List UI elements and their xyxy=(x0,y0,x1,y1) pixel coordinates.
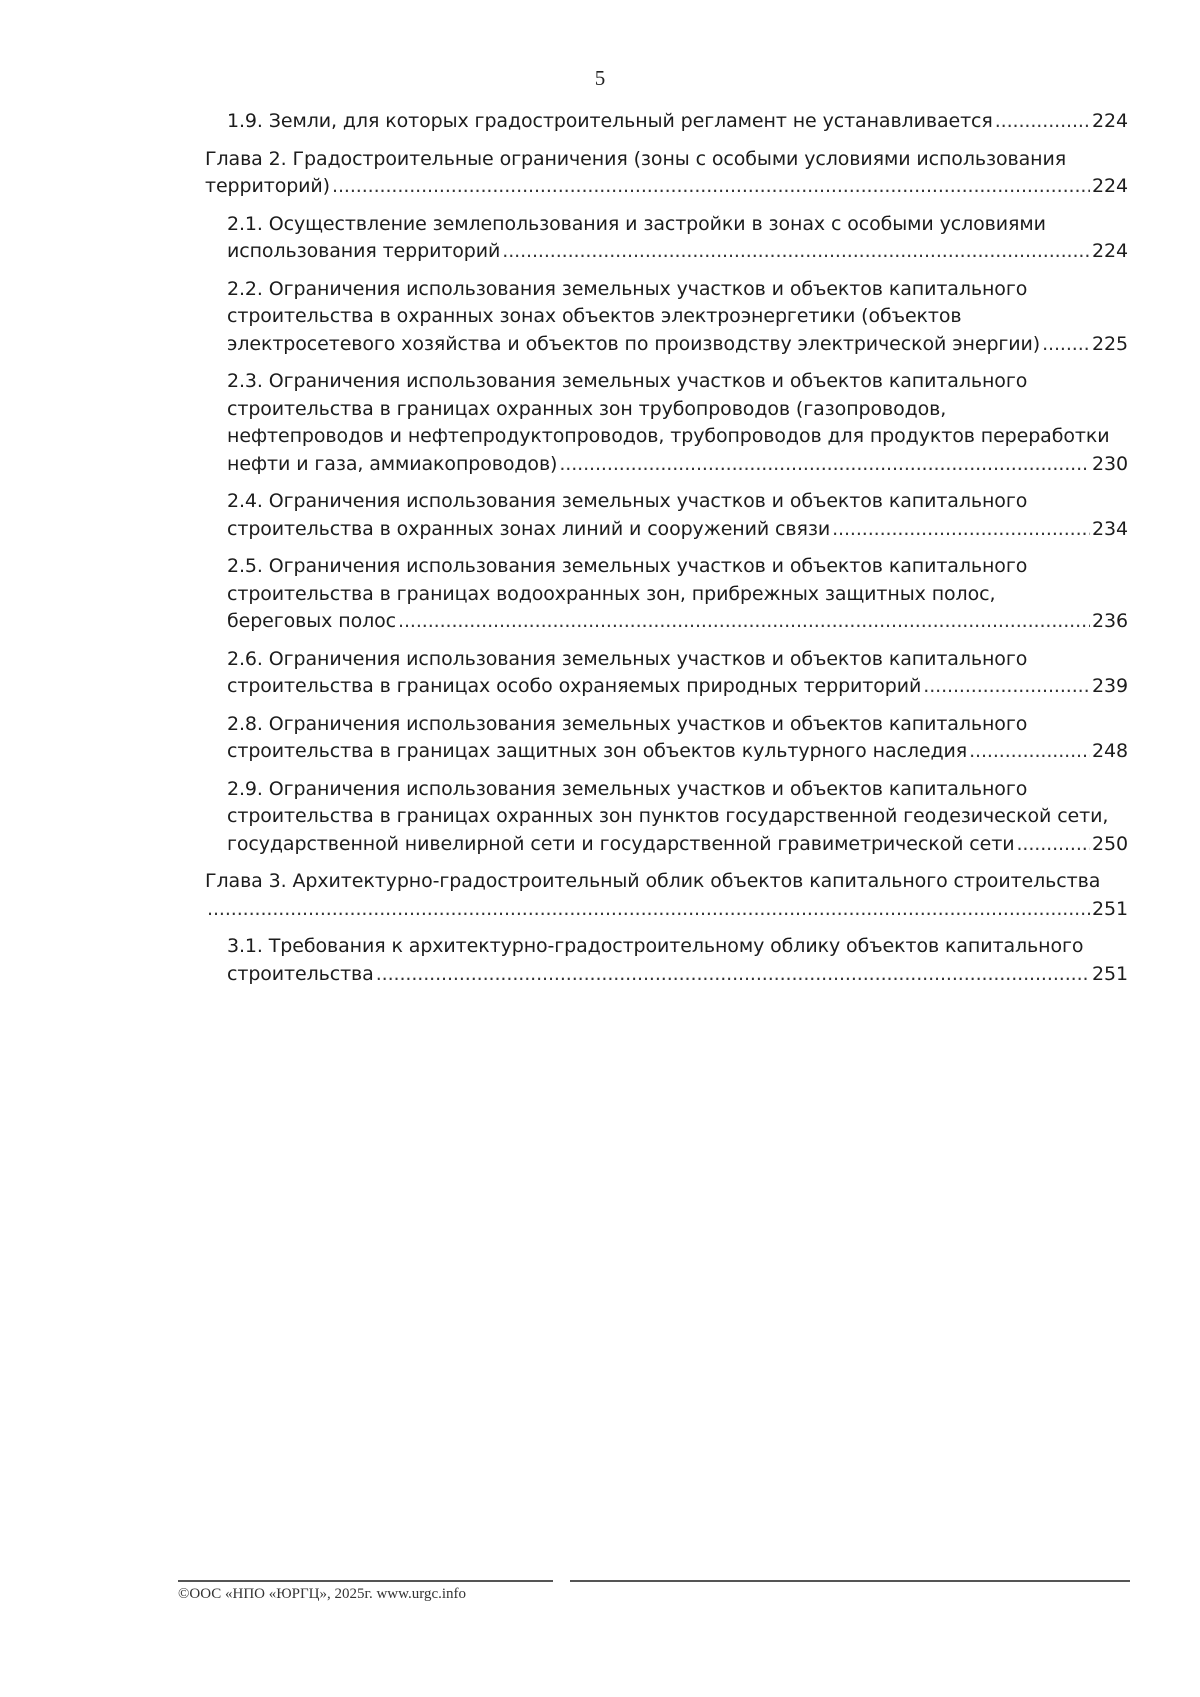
toc-entry-text: территорий) xyxy=(205,175,330,197)
toc-line xyxy=(227,238,1128,266)
toc-line xyxy=(227,368,1128,396)
dot-leader xyxy=(207,896,1090,924)
toc-line xyxy=(227,646,1128,674)
toc-line xyxy=(227,711,1128,739)
toc-line xyxy=(227,396,1128,424)
toc-entry-text: Глава 3. Архитектурно-градостроительный облик объектов капитального строительства xyxy=(205,870,1101,892)
toc-line xyxy=(205,896,1128,924)
dot-leader xyxy=(502,238,1090,266)
toc-entry-text: строительства в границах водоохранных зон, прибрежных защитных полос, xyxy=(227,582,996,605)
toc-entry-text: 2.9. Ограничения использования земельных участков и объектов капитального xyxy=(227,777,1028,800)
toc-entry-text: 2.8. Ограничения использования земельных участков и объектов капитального xyxy=(227,712,1028,735)
toc-line xyxy=(227,673,1128,701)
toc-entry-text: строительства в границах особо охраняемых природных территорий xyxy=(227,675,922,697)
toc-entry-text: береговых полос xyxy=(227,610,397,632)
toc-entry xyxy=(205,933,1128,988)
toc-page-number: 239 xyxy=(1092,675,1128,697)
toc-page-number: 224 xyxy=(1092,175,1128,197)
toc-line xyxy=(227,803,1128,831)
toc-entry-text: строительства в охранных зонах линий и сооружений связи xyxy=(227,517,831,540)
toc-line xyxy=(227,738,1128,766)
table-of-contents xyxy=(205,108,1128,998)
toc-line xyxy=(227,581,1128,609)
toc-entry xyxy=(205,488,1128,543)
toc-entry xyxy=(205,368,1128,478)
toc-line xyxy=(227,608,1128,636)
toc-entry xyxy=(205,776,1128,859)
dot-leader xyxy=(995,108,1090,136)
toc-line xyxy=(205,173,1128,201)
toc-page-number: 250 xyxy=(1092,832,1128,855)
toc-entry-text: 2.5. Ограничения использования земельных участков и объектов капитального xyxy=(227,555,1028,577)
dot-leader xyxy=(1016,831,1090,859)
toc-line xyxy=(227,516,1128,544)
toc-page-number: 251 xyxy=(1092,897,1128,920)
toc-entry-text: государственной нивелирной сети и государственной гравиметрической сети xyxy=(227,832,1015,855)
toc-page-number: 225 xyxy=(1092,332,1128,355)
toc-line xyxy=(205,868,1128,896)
toc-page-number: 251 xyxy=(1092,962,1128,985)
dot-leader xyxy=(923,673,1090,701)
toc-line xyxy=(227,451,1128,479)
toc-page-number: 224 xyxy=(1092,240,1128,262)
dot-leader xyxy=(969,738,1090,766)
toc-entry-text: строительства в границах защитных зон объектов культурного наследия xyxy=(227,740,968,762)
toc-page-number: 230 xyxy=(1092,452,1128,475)
toc-entry xyxy=(205,108,1128,136)
footer-copyright: ©ООС «НПО «ЮРГЦ», 2025г. www.urgc.info xyxy=(178,1586,467,1602)
toc-entry-text: 2.2. Ограничения использования земельных участков и объектов капитального xyxy=(227,277,1028,300)
toc-entry-text: Глава 2. Градостроительные ограничения (зоны с особыми условиями использования xyxy=(205,147,1067,170)
toc-line xyxy=(227,776,1128,804)
toc-line xyxy=(227,933,1128,961)
toc-entry xyxy=(205,553,1128,636)
toc-page-number: 248 xyxy=(1092,740,1128,762)
toc-entry xyxy=(205,276,1128,359)
toc-entry xyxy=(205,146,1128,201)
toc-entry-text: 2.3. Ограничения использования земельных участков и объектов капитального xyxy=(227,370,1028,392)
toc-entry xyxy=(205,646,1128,701)
toc-line xyxy=(227,488,1128,516)
toc-line xyxy=(227,276,1128,304)
toc-entry-text: использования территорий xyxy=(227,240,501,262)
toc-entry-text: 1.9. Земли, для которых градостроительный регламент не устанавливается xyxy=(227,110,993,132)
toc-line xyxy=(227,961,1128,989)
toc-line xyxy=(227,303,1128,331)
dot-leader xyxy=(332,173,1090,201)
toc-page-number: 224 xyxy=(1092,110,1128,132)
page-number: 5 xyxy=(594,66,606,90)
toc-line xyxy=(227,553,1128,581)
toc-entry-text: строительства в границах охранных зон пунктов государственной геодезической сети, xyxy=(227,805,1109,827)
footer-rule xyxy=(178,1580,553,1582)
toc-entry xyxy=(205,211,1128,266)
toc-entry xyxy=(205,868,1128,923)
toc-line xyxy=(227,423,1128,451)
toc-line xyxy=(227,211,1128,239)
toc-entry-text: строительства в охранных зонах объектов электроэнергетики (объектов xyxy=(227,305,962,327)
dot-leader xyxy=(559,451,1090,479)
toc-entry-text: 2.4. Ограничения использования земельных участков и объектов капитального xyxy=(227,490,1028,512)
toc-line xyxy=(227,331,1128,359)
toc-line xyxy=(227,831,1128,859)
toc-entry-text: 2.6. Ограничения использования земельных участков и объектов капитального xyxy=(227,647,1028,670)
toc-entry-text: электросетевого хозяйства и объектов по производству электрической энергии) xyxy=(227,332,1041,355)
dot-leader xyxy=(376,961,1090,989)
toc-page-number: 236 xyxy=(1092,610,1128,632)
toc-entry-text: 2.1. Осуществление землепользования и застройки в зонах с особыми условиями xyxy=(227,212,1046,235)
toc-line xyxy=(227,108,1128,136)
dot-leader xyxy=(832,516,1090,544)
toc-line xyxy=(205,146,1128,174)
toc-page-number: 234 xyxy=(1092,517,1128,540)
toc-entry-text: нефти и газа, аммиакопроводов) xyxy=(227,452,558,475)
footer-rule xyxy=(570,1580,1130,1582)
toc-entry-text: 3.1. Требования к архитектурно-градостроительному облику объектов капитального xyxy=(227,935,1084,957)
dot-leader xyxy=(1042,331,1090,359)
toc-entry-text: нефтепроводов и нефтепродуктопроводов, трубопроводов для продуктов переработки xyxy=(227,425,1110,447)
toc-entry-text: строительства xyxy=(227,962,374,985)
toc-entry-text: строительства в границах охранных зон трубопроводов (газопроводов, xyxy=(227,397,947,420)
dot-leader xyxy=(398,608,1090,636)
toc-entry xyxy=(205,711,1128,766)
